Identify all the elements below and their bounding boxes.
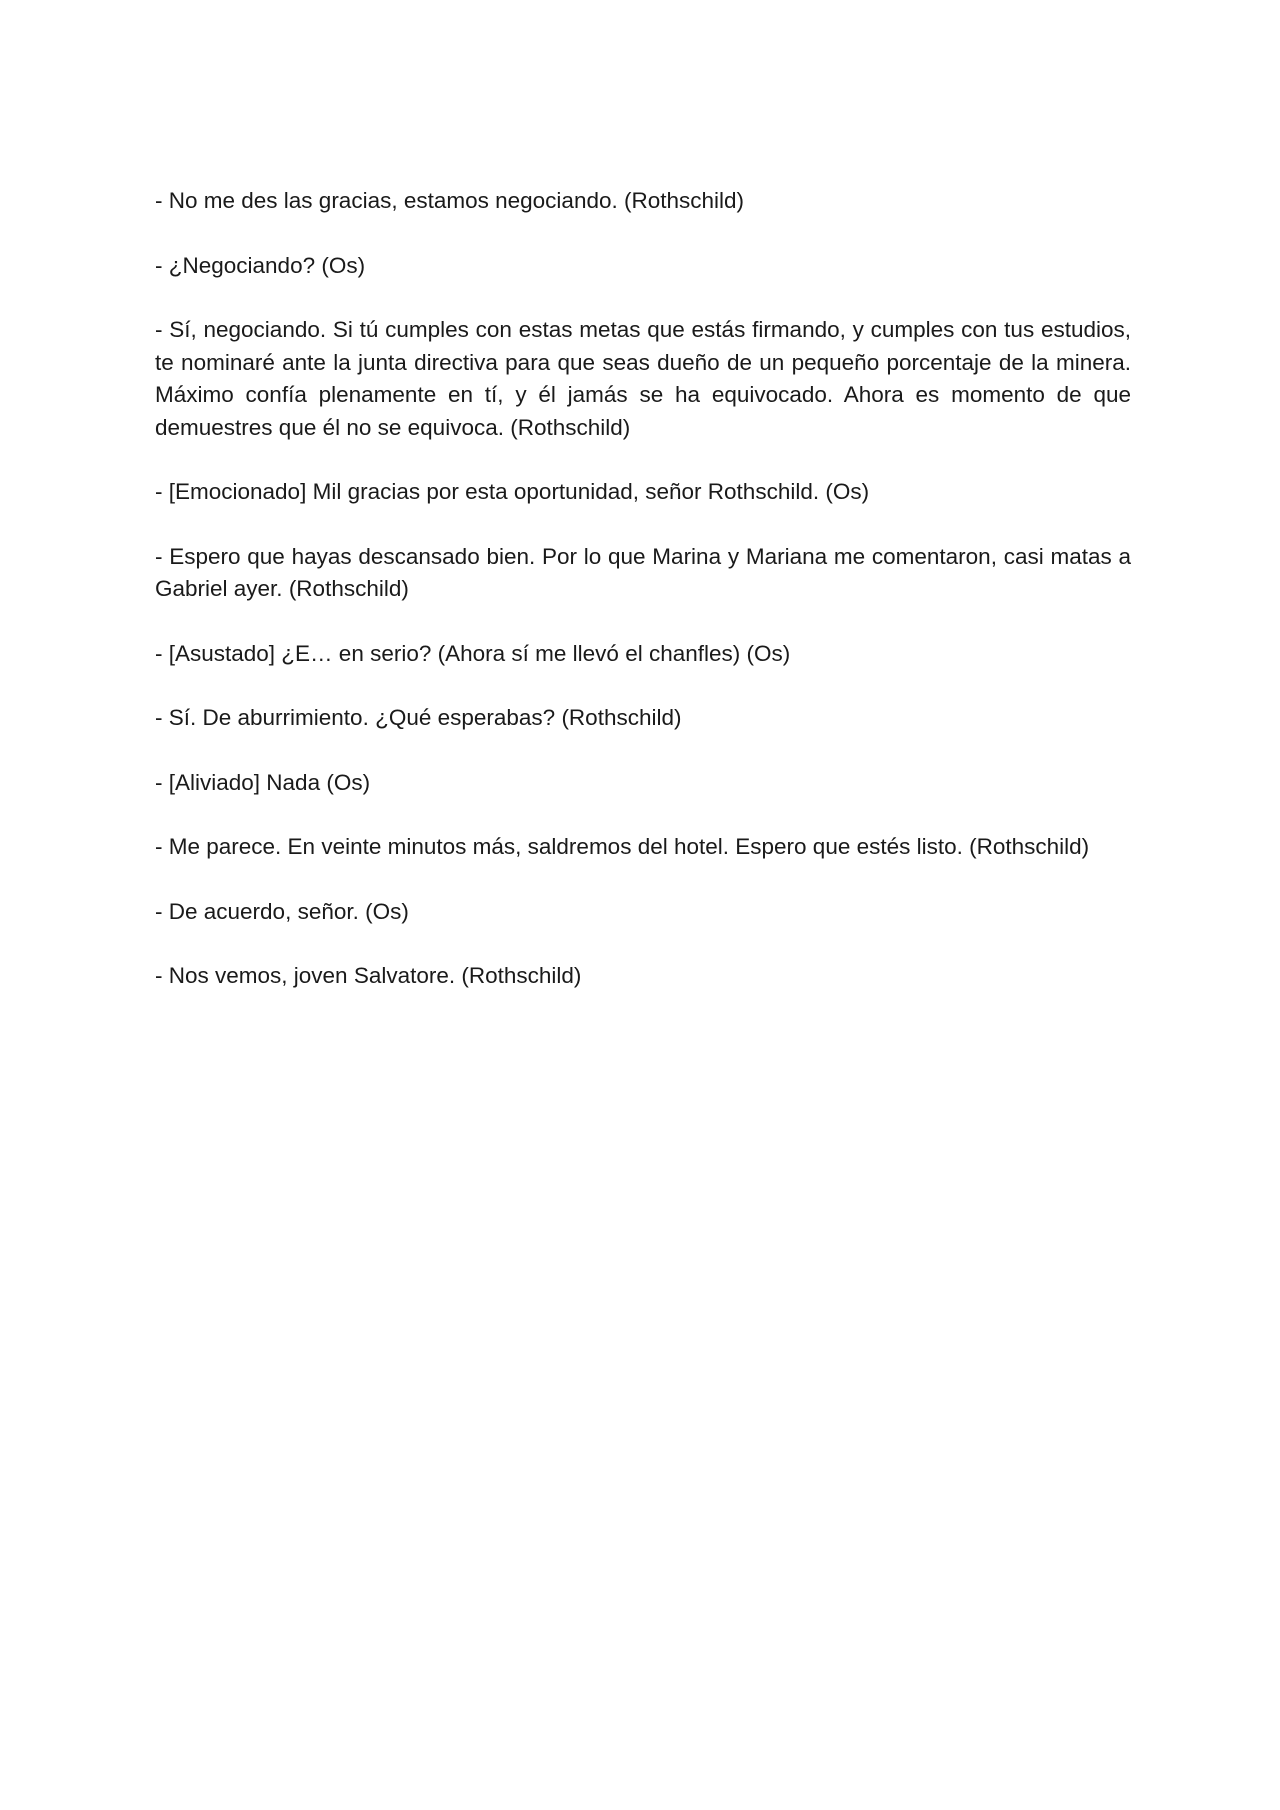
dialogue-line: - De acuerdo, señor. (Os) — [155, 898, 409, 924]
dialogue-line: - [Aliviado] Nada (Os) — [155, 769, 371, 795]
dialogue-line: - Nos vemos, joven Salvatore. (Rothschild) — [155, 963, 582, 988]
dialogue-line: - Sí. De aburrimiento. ¿Qué esperabas? (Rothschild) — [155, 705, 682, 730]
dialogue-line: - [Asustado] ¿E… en serio? (Ahora sí me llevó el chanfles) (Os) — [155, 640, 791, 666]
document-body — [155, 185, 1131, 1025]
dialogue-line: - [Emocionado] Mil gracias por esta oportunidad, señor Rothschild. (Os) — [155, 479, 870, 504]
dialogue-line: - Me parece. En veinte minutos más, saldremos del hotel. Espero que estés listo. (Rothschild) — [155, 834, 1090, 859]
dialogue-line: - Espero que hayas descansado bien. Por lo que Marina y Mariana me comentaron, casi matas a Gabriel ayer. (Rothschild) — [155, 543, 1131, 601]
dialogue-line: - ¿Negociando? (Os) — [155, 252, 366, 278]
dialogue-line: - Sí, negociando. Si tú cumples con estas metas que estás firmando, y cumples con tus estudios, te nominaré ante la junta directiva para que seas dueño de un pequeño porcentaje de la minera. Máximo confía plenamente en tí, y él jamás se ha equivocado. Ahora es momento de que demuestres que él no se equivoca. (Rothschild) — [155, 317, 1131, 440]
dialogue-line: - No me des las gracias, estamos negociando. (Rothschild) — [155, 188, 745, 213]
